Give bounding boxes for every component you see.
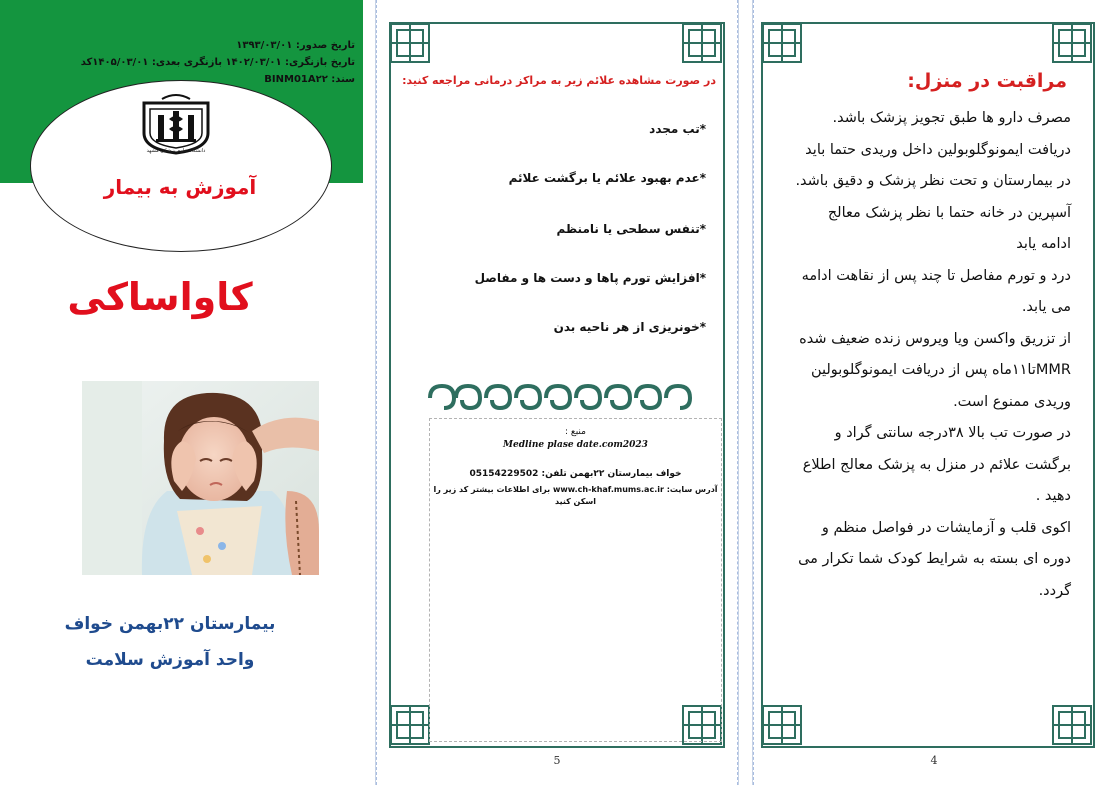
care-paragraph: اکوی قلب و آزمایشات در فواصل منظم و دوره ای بسته به شرایط کودک شما تکرار می گردد.	[798, 519, 1071, 599]
warning-heading: در صورت مشاهده علائم زیر به مراکز درمانی مراجعه کنید:	[402, 74, 716, 87]
care-paragraph: درد و تورم مفاصل تا چند پس از نقاهت ادامه می یابد.	[801, 267, 1071, 315]
frame-corner-icon	[761, 704, 803, 746]
review-date: تاریخ بازنگری: ۱۴۰۲/۰۳/۰۱ بازنگری بعدی: ۱۴۰۵/۰۳/۰۱کد	[80, 57, 355, 68]
document-code: سند: BINM01A۲۲	[264, 74, 355, 85]
symptom-item: *خونریزی از هر ناحیه بدن	[553, 320, 706, 334]
page-guide-left	[753, 0, 754, 785]
frame-corner-icon	[1051, 704, 1093, 746]
cover-panel	[0, 0, 363, 785]
symptom-item: *افزایش تورم پاها و دست ها و مفاصل	[474, 271, 706, 285]
page-guide-right	[737, 0, 738, 785]
scan-instruction: اسکن کنید	[554, 497, 597, 506]
source-box	[429, 418, 722, 742]
frame-corner-icon	[389, 22, 431, 64]
page-guide-left	[376, 0, 377, 785]
hospital-name: بیمارستان ۲۲بهمن خواف	[64, 614, 276, 634]
source-label: منبع :	[565, 427, 586, 437]
page-number: 5	[553, 754, 561, 767]
warning-signs-panel	[375, 0, 739, 785]
education-title: آموزش به بیمار	[103, 175, 257, 199]
source-reference: Medline plase date.com2023	[503, 440, 648, 450]
home-care-panel	[752, 0, 1114, 785]
symptom-item: *تنفس سطحی یا نامنظم	[556, 222, 706, 236]
care-paragraph: MMRتا۱۱ماه پس از دریافت ایمونوگلوبولین وریدی ممنوع است.	[810, 362, 1071, 410]
symptom-item: *عدم بهبود علائم یا برگشت علائم	[508, 171, 706, 185]
website-line: آدرس سایت: www.ch-khaf.mums.ac.ir برای اطلاعات بیشتر کد زیر را	[433, 485, 718, 494]
symptom-item: *تب مجدد	[649, 122, 706, 136]
university-logo	[136, 93, 216, 155]
frame-corner-icon	[389, 704, 431, 746]
care-paragraph: از تزریق واکسن ویا ویروس زنده ضعیف شده	[799, 330, 1071, 347]
issue-date: تاریخ صدور: ۱۳۹۳/۰۳/۰۱	[236, 40, 355, 51]
frame-corner-icon	[761, 22, 803, 64]
home-care-title: مراقبت در منزل:	[907, 70, 1067, 92]
care-paragraph: مصرف دارو ها طبق تجویز پزشک باشد.	[832, 110, 1071, 126]
ornament-divider-icon	[426, 382, 696, 412]
disease-title: کاواساکی	[67, 275, 253, 319]
care-paragraph: آسپرین در خانه حتما با نظر پزشک معالج ادامه یابد	[827, 204, 1071, 252]
child-photo	[82, 381, 319, 575]
care-paragraph: در صورت تب بالا ۳۸درجه سانتی گراد و برگشت علائم در منزل به پزشک معالج اطلاع دهید .	[802, 425, 1071, 504]
care-paragraph: دریافت ایمونوگلوبولین داخل وریدی حتما باید در بیمارستان و تحت نظر پزشک و دقیق باشد.	[795, 141, 1071, 189]
home-care-instructions	[795, 103, 1071, 607]
logo-caption: دانشگاه علوم پزشکی مشهد	[146, 148, 206, 154]
frame-corner-icon	[1051, 22, 1093, 64]
contact-address: خواف بیمارستان ۲۲بهمن تلفن: 05154229502	[469, 469, 682, 479]
health-education-unit: واحد آموزش سلامت	[85, 650, 255, 670]
frame-corner-icon	[681, 22, 723, 64]
page-number: 4	[930, 754, 938, 767]
